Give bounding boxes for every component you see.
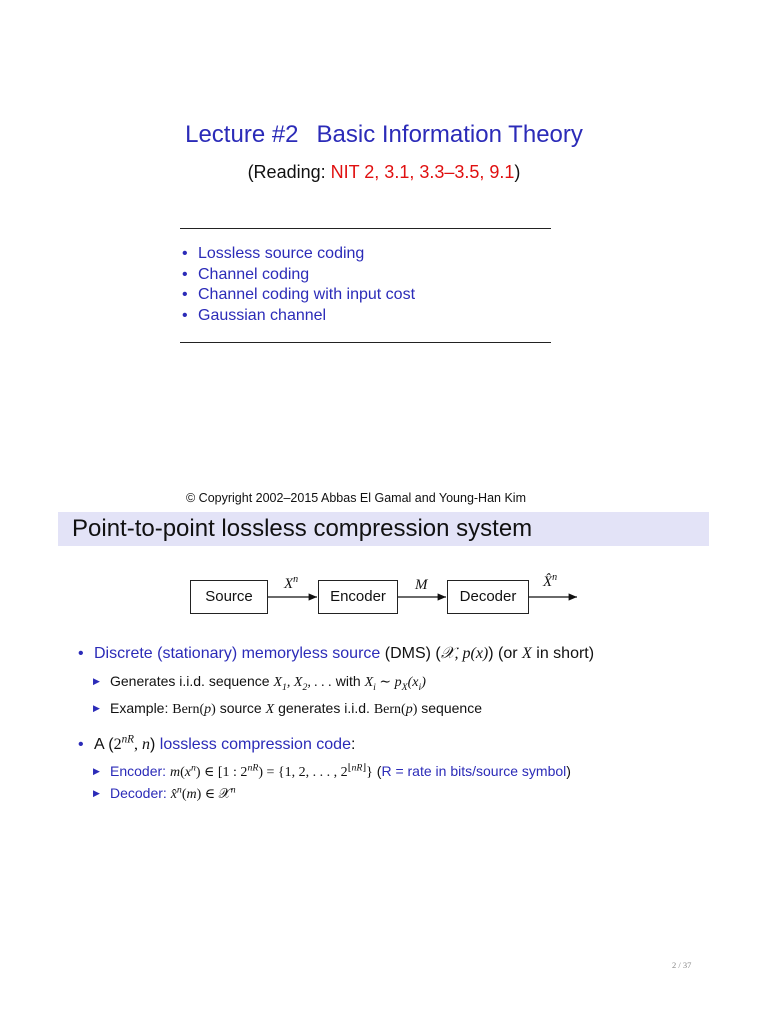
reading-sections: 2, 3.1, 3.3–3.5, 9.1 — [359, 162, 515, 182]
copyright-notice: © Copyright 2002–2015 Abbas El Gamal and Young-Han Kim — [186, 491, 526, 505]
reading-book: NIT — [330, 162, 360, 182]
code-term: lossless compression code — [159, 736, 351, 753]
topic-label: Channel coding — [198, 265, 310, 283]
topic-list — [182, 244, 415, 326]
topic-item: • Channel coding — [182, 265, 310, 283]
topic-label: Lossless source coding — [198, 245, 365, 262]
code-bullet: • A ($2^{nR}$, n) lossless compression code: — [78, 733, 356, 753]
page-number: 2 / 37 — [672, 960, 692, 970]
signal-xn: $X^n$ — [284, 574, 299, 592]
signal-m: M — [415, 577, 428, 593]
lecture-number: Lecture #2 — [185, 121, 299, 148]
top-rule — [180, 228, 551, 229]
iid-subbullet: ▶ Generates i.i.d. sequence $X_1$, $X_2$, . . . with $X_i$ ∼ $p_X(x_i)$ — [93, 673, 426, 693]
decoder-subbullet: ▶ Decoder: x̂$^n$(m) ∈ 𝒳$^n$ — [93, 784, 236, 802]
example-subbullet: ▶ Example: Bern(p) source X generates i.i.d. Bern(p) sequence — [93, 700, 482, 717]
dms-bullet: • Discrete (stationary) memoryless source (DMS) (𝒳, p(x)) (or X in short) — [78, 645, 595, 662]
reading-line — [0, 162, 768, 183]
signal-xhat-n: X̂$^n$ — [543, 572, 558, 590]
topic-item: • Gaussian channel — [182, 306, 327, 324]
lecture-title-text: Basic Information Theory — [316, 121, 583, 148]
encoder-label: Encoder — [110, 763, 163, 779]
topic-item: • Channel coding with input cost — [182, 286, 416, 303]
encoder-subbullet: ▶ Encoder: $m(x^n)$ ∈ [1 : $2^{nR}) = \{1$, 2, . . . , $2^{⌊nR⌋}$} (R = rate in bits/source symbol) — [93, 762, 571, 780]
decoder-label: Decoder — [110, 785, 163, 801]
frame-title: Point-to-point lossless compression system — [72, 515, 533, 542]
dms-term: Discrete (stationary) memoryless source — [94, 645, 381, 662]
reading-suffix: ) — [514, 162, 521, 182]
frame-title-bar — [58, 512, 709, 546]
topic-label: Channel coding with input cost — [198, 286, 416, 303]
reading-prefix: (Reading: — [247, 162, 331, 182]
topic-label: Gaussian channel — [198, 306, 327, 324]
source-block: Source — [190, 580, 268, 614]
encoder-block: Encoder — [318, 580, 398, 614]
lecture-title — [0, 121, 768, 149]
topic-item: • Lossless source coding — [182, 245, 365, 262]
bottom-rule — [180, 342, 551, 343]
decoder-block: Decoder — [447, 580, 529, 614]
rate-note: R = rate in bits/source symbol — [381, 763, 567, 779]
